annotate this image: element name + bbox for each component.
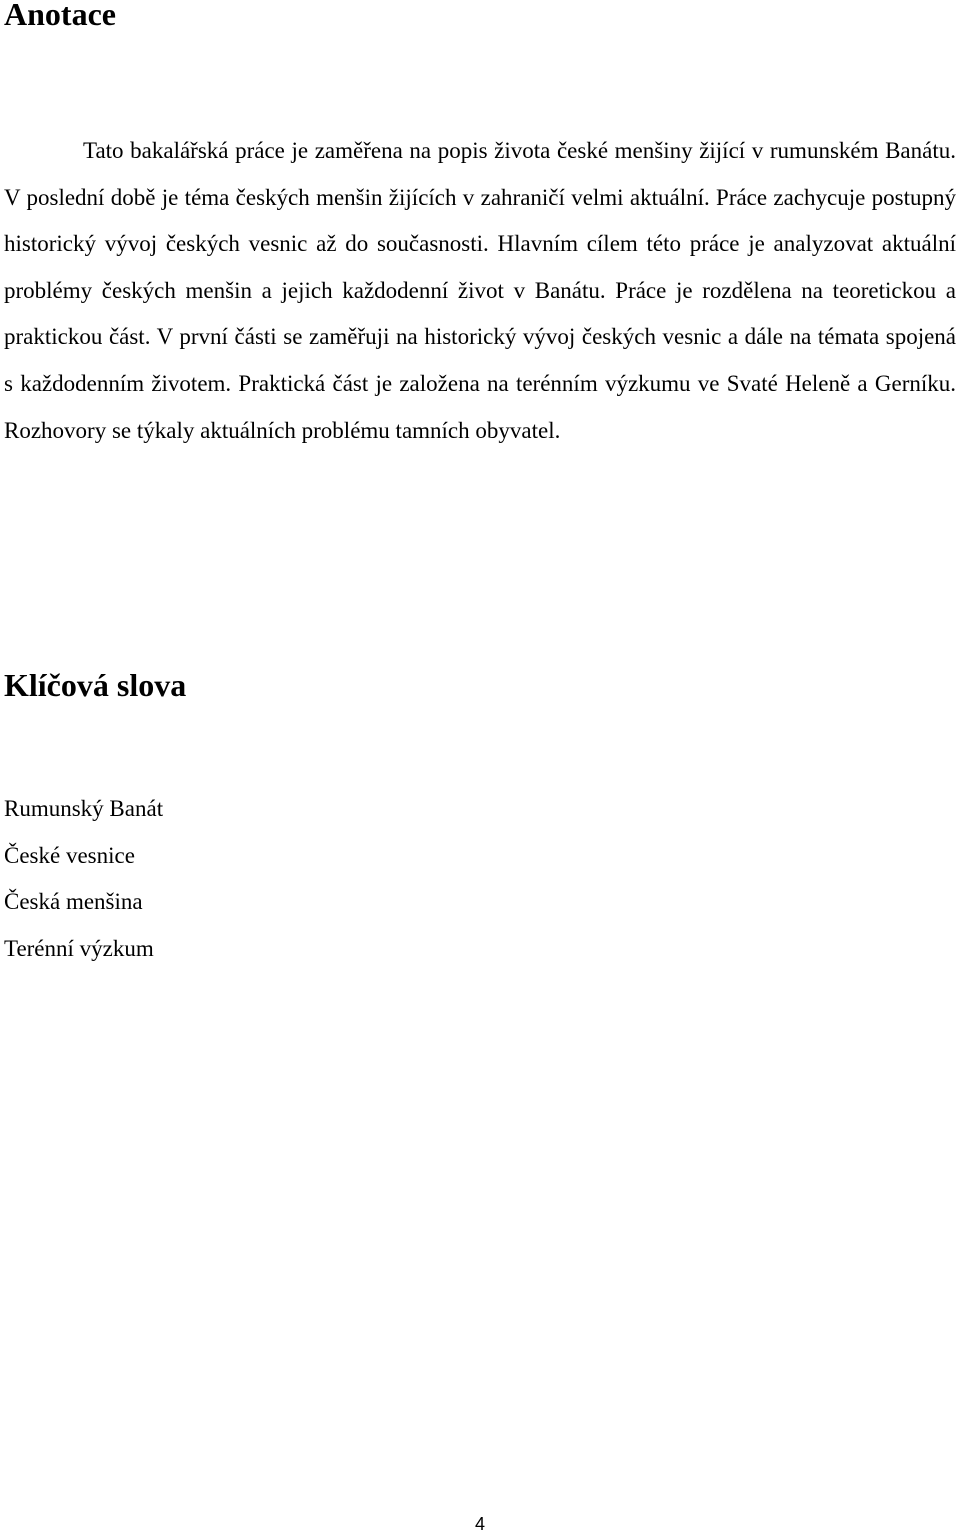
keyword-item: České vesnice <box>4 842 135 868</box>
keywords-list <box>4 786 163 972</box>
keyword-item: Česká menšina <box>4 889 143 915</box>
page-number: 4 <box>474 1514 485 1534</box>
abstract-paragraph: Tato bakalářská práce je zaměřena na popis života české menšiny žijící v rumunském Banátu. V poslední době je téma českých menšin žijících v zahraničí velmi aktuální. Práce zachycuje postupný historický vývoj českých vesnic až do současnosti. Hlavním cílem této práce je analyzovat aktuální problémy českých menšin a jejich každodenní život v Banátu. Práce je rozdělena na teoretickou a praktickou část. V první části se zaměřuji na historický vývoj českých vesnic a dále na témata spojená s každodenním životem. Praktická část je založena na terénním výzkumu ve Svaté Heleně a Gerníku. Rozhovory se týkaly aktuálních problému tamních obyvatel. <box>4 138 956 443</box>
keyword-item: Terénní výzkum <box>4 935 154 961</box>
keywords-heading: Klíčová slova <box>4 667 187 703</box>
keyword-item: Rumunský Banát <box>4 796 164 821</box>
abstract-heading: Anotace <box>4 0 116 32</box>
